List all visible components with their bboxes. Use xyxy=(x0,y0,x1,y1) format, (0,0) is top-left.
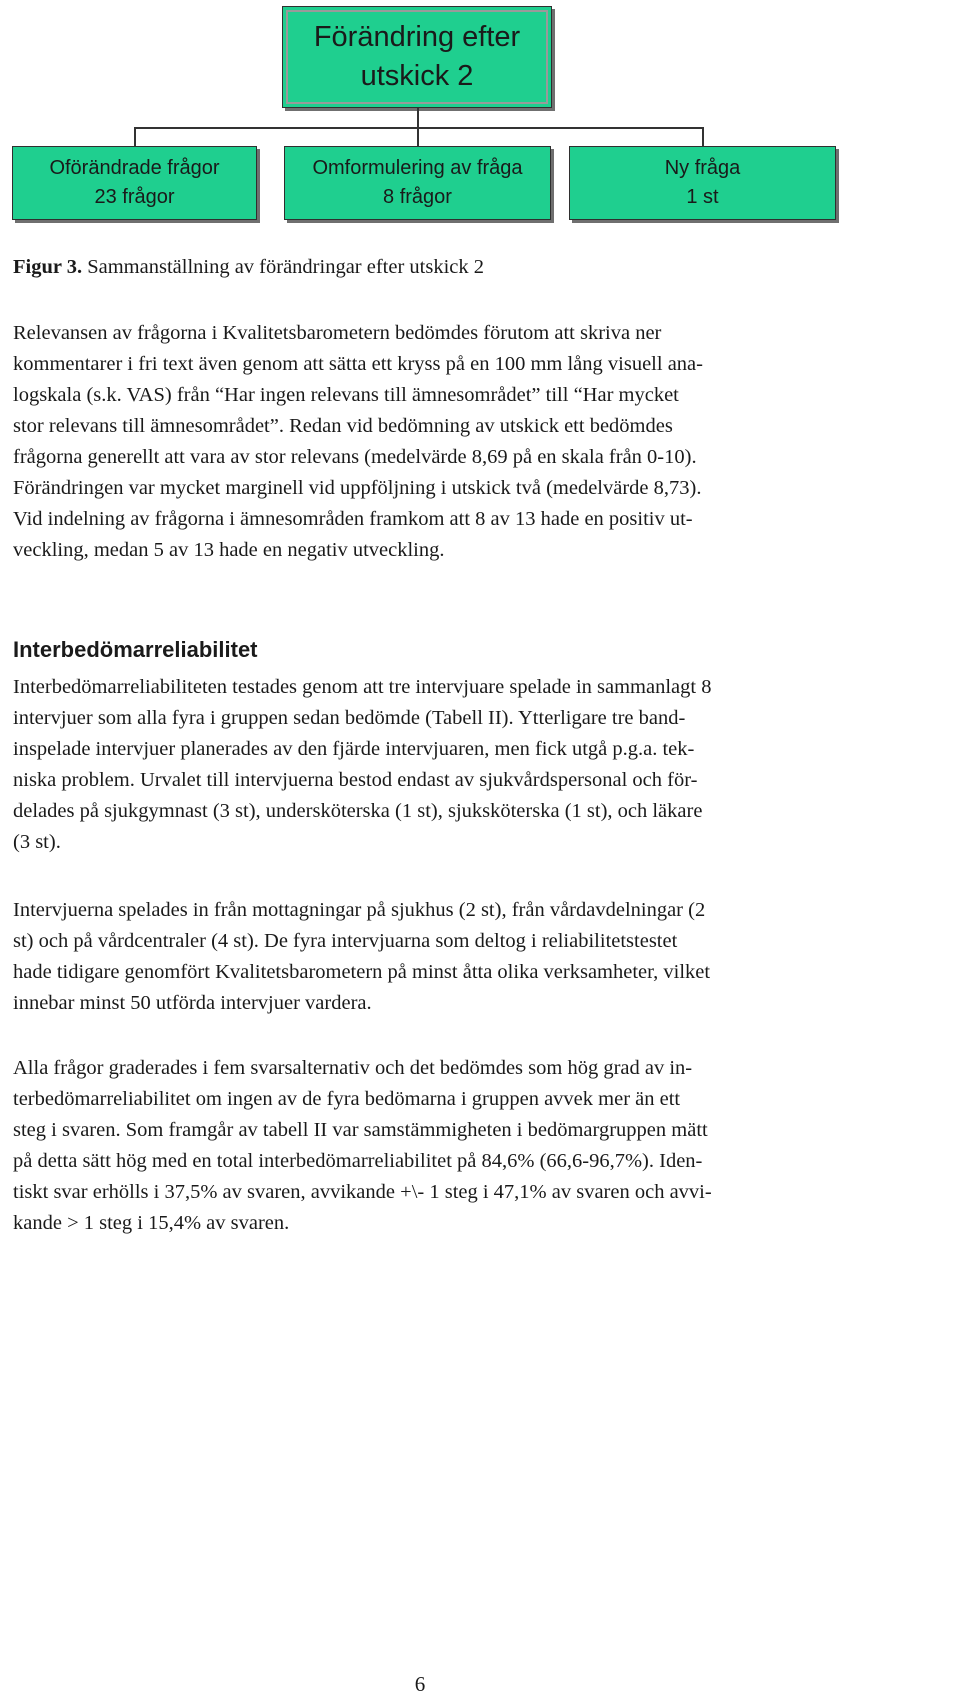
text-line: kande > 1 steg i 15,4% av svaren. xyxy=(13,1212,290,1234)
text-line: delades på sjukgymnast (3 st), undersköterska (1 st), sjuksköterska (1 st), och läkare xyxy=(13,800,703,822)
text-line: niska problem. Urvalet till intervjuerna bestod endast av sjukvårdspersonal och för- xyxy=(13,769,698,791)
paragraph-relevance xyxy=(13,318,938,566)
diagram-root-box xyxy=(282,6,552,108)
paragraph-recordings xyxy=(13,895,938,1019)
text-line: kommentarer i fri text även genom att sätta ett kryss på en 100 mm lång visuell ana- xyxy=(13,353,703,375)
diagram-child-unchanged xyxy=(12,146,257,220)
text-line: (3 st). xyxy=(13,831,61,853)
text-line: frågorna generellt att vara av stor relevans (medelvärde 8,69 på en skala från 0-10). xyxy=(13,446,697,468)
connector-horizontal xyxy=(134,127,704,129)
text-line: innebar minst 50 utförda intervjuer vardera. xyxy=(13,992,372,1014)
connector-vertical-right xyxy=(702,127,704,146)
diagram-root-line2: utskick 2 xyxy=(360,60,474,92)
diagram-child-new xyxy=(569,146,836,220)
text-line: inspelade intervjuer planerades av den fjärde intervjuaren, men fick utgå p.g.a. tek- xyxy=(13,738,695,760)
text-line: Relevansen av frågorna i Kvalitetsbarometern bedömdes förutom att skriva ner xyxy=(13,322,662,344)
figure-caption-text: Sammanställning av förändringar efter utskick 2 xyxy=(82,256,485,278)
text-line: steg i svaren. Som framgår av tabell II var samstämmigheten i bedömargruppen mätt xyxy=(13,1119,708,1141)
figure-caption-label: Figur 3. xyxy=(13,256,83,278)
figure-caption xyxy=(13,256,484,279)
text-line: Alla frågor graderades i fem svarsalternativ och det bedömdes som hög grad av in- xyxy=(13,1057,693,1079)
diagram-child-line2: 8 frågor xyxy=(383,186,452,208)
diagram-child-line2: 23 frågor xyxy=(94,186,175,208)
text-line: hade tidigare genomfört Kvalitetsbarometern på minst åtta olika verksamheter, vilket xyxy=(13,961,711,983)
text-line: stor relevans till ämnesområdet”. Redan vid bedömning av utskick ett bedömdes xyxy=(13,415,673,437)
text-line: Interbedömarreliabiliteten testades genom att tre intervjuare spelade in sammanlagt 8 xyxy=(13,676,712,698)
text-line: Vid indelning av frågorna i ämnesområden framkom att 8 av 13 hade en positiv ut- xyxy=(13,508,693,530)
paragraph-inter-rater xyxy=(13,672,938,858)
diagram-root-line1: Förändring efter xyxy=(313,21,521,53)
diagram-child-line2: 1 st xyxy=(686,186,719,208)
section-heading: Interbedömarreliabilitet xyxy=(13,637,258,662)
paragraph-grading xyxy=(13,1053,938,1239)
connector-vertical-left xyxy=(134,127,136,146)
diagram-child-reworded xyxy=(284,146,551,220)
text-line: intervjuer som alla fyra i gruppen sedan bedömde (Tabell II). Ytterligare tre band- xyxy=(13,707,686,729)
page-number: 6 xyxy=(414,1672,426,1696)
text-line: Förändringen var mycket marginell vid uppföljning i utskick två (medelvärde 8,73). xyxy=(13,477,702,499)
text-line: terbedömarreliabilitet om ingen av de fyra bedömarna i gruppen avvek mer än ett xyxy=(13,1088,681,1110)
text-line: tiskt svar erhölls i 37,5% av svaren, avvikande +\- 1 steg i 47,1% av svaren och avvi- xyxy=(13,1181,712,1203)
text-line: logskala (s.k. VAS) från “Har ingen relevans till ämnesområdet” till “Har mycket xyxy=(13,384,679,406)
text-line: veckling, medan 5 av 13 hade en negativ utveckling. xyxy=(13,539,445,561)
connector-vertical-root xyxy=(417,108,419,128)
text-line: Intervjuerna spelades in från mottagningar på sjukhus (2 st), från vårdavdelningar (2 xyxy=(13,899,706,921)
diagram-child-line1: Oförändrade frågor xyxy=(49,157,220,179)
connector-vertical-middle xyxy=(417,127,419,146)
diagram-child-line1: Ny fråga xyxy=(664,157,741,179)
text-line: st) och på vårdcentraler (4 st). De fyra intervjuarna som deltog i reliabilitetstestet xyxy=(13,930,678,952)
diagram-child-line1: Omformulering av fråga xyxy=(312,157,523,179)
text-line: på detta sätt hög med en total interbedömarreliabilitet på 84,6% (66,6-96,7%). Iden- xyxy=(13,1150,703,1172)
